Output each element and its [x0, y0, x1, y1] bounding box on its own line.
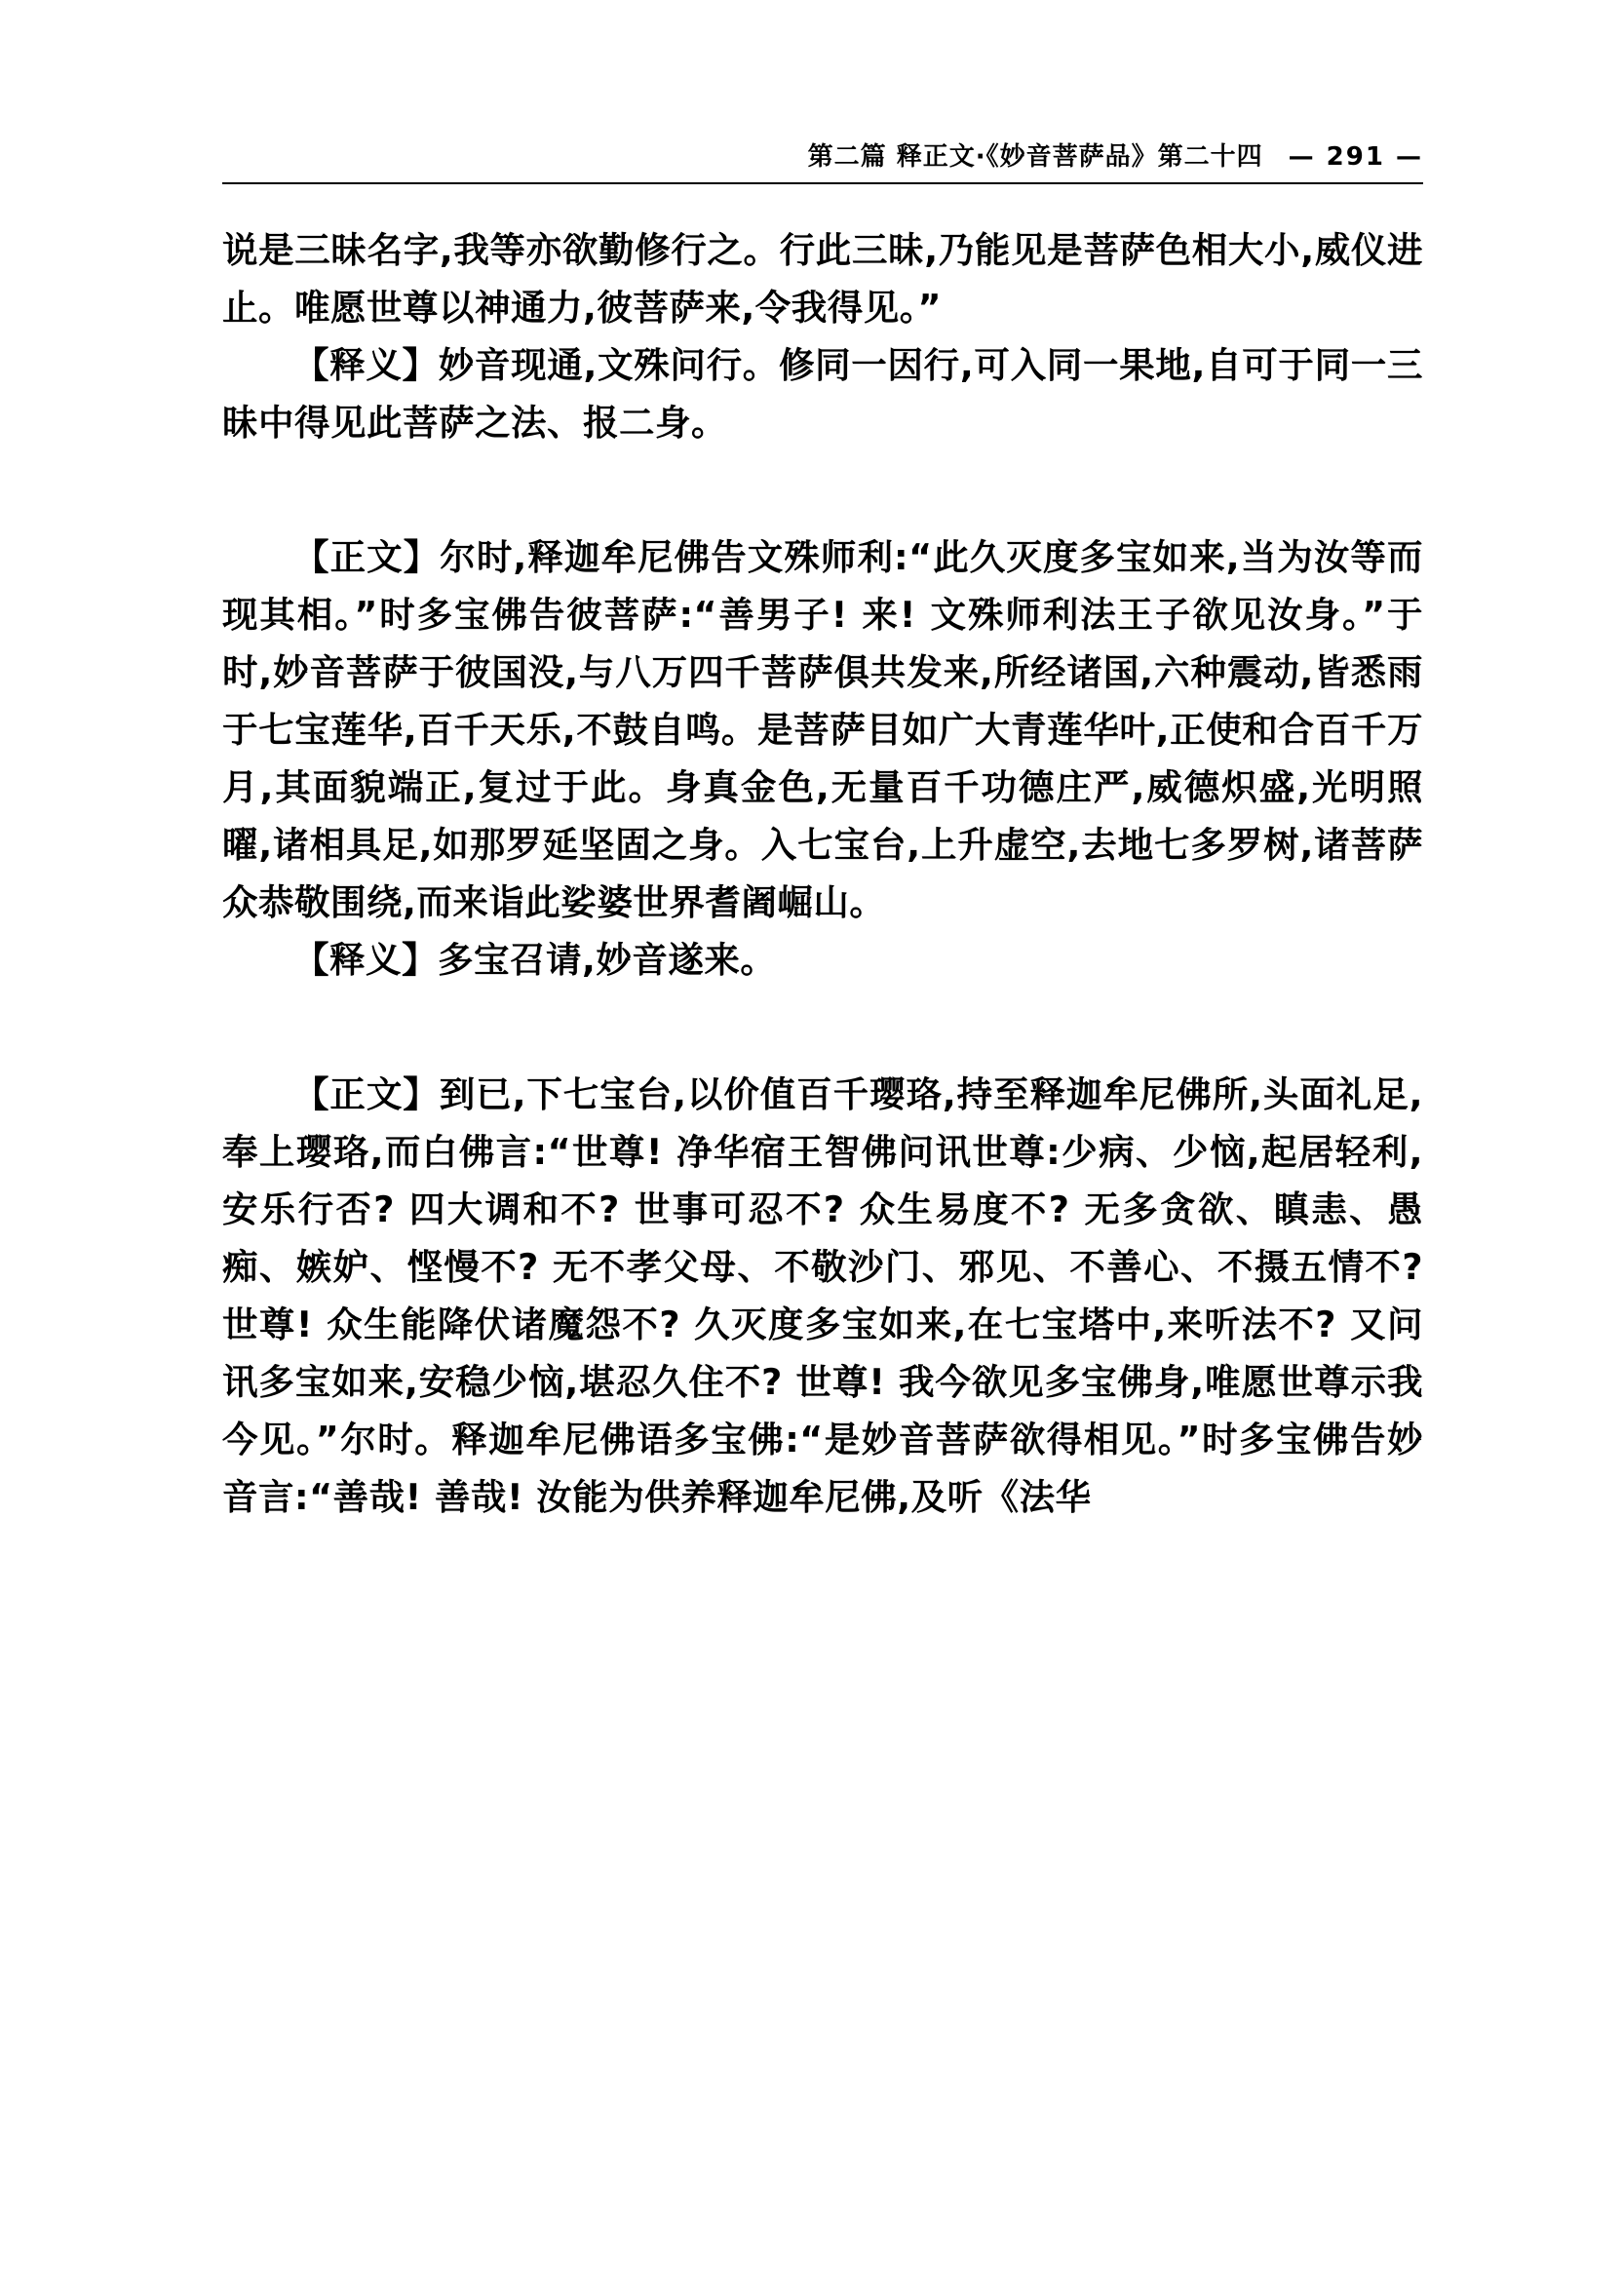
paragraph-spacer-1: [222, 452, 1423, 528]
paragraph-5-zhengwen: 【正文】到已,下七宝台,以价值百千璎珞,持至释迦牟尼佛所,头面礼足,奉上璎珞,而白佛言:“世尊! 净华宿王智佛问讯世尊:少病、少恼,起居轻利,安乐行否? 四大调和不? 世事可忍不? 众生易度不? 无多贪欲、瞋恚、愚痴、嫉妒、悭慢不? 无不孝父母、不敬沙门、邪见、不善心、不摄五情不? 世尊! 众生能降伏诸魔怨不? 久灭度多宝如来,在七宝塔中,来听法不? 又问讯多宝如来,安稳少恼,堪忍久住不? 世尊! 我今欲见多宝佛身,唯愿世尊示我今见。”尔时。释迦牟尼佛语多宝佛:“是妙音菩萨欲得相见。”时多宝佛告妙音言:“善哉! 善哉! 汝能为供养释迦牟尼佛,及听《法华: [222, 1072, 1423, 1519]
header-title: 第二篇 释正文·《妙音菩萨品》第二十四: [807, 142, 1263, 172]
paragraph-1: 说是三昧名字,我等亦欲勤修行之。行此三昧,乃能见是菩萨色相大小,威仪进止。唯愿世尊以神通力,彼菩萨来,令我得见。”: [222, 229, 1423, 330]
paragraph-4-shiyi: 【释义】多宝召请,妙音遂来。: [293, 939, 777, 982]
page-number: — 291 —: [1288, 142, 1423, 172]
paragraph-2-shiyi: 【释义】妙音现通,文殊问行。修同一因行,可入同一果地,自可于同一三昧中得见此菩萨之法、报二身。: [222, 344, 1423, 445]
paragraph-spacer-2: [222, 990, 1423, 1066]
page-header: [222, 136, 1423, 184]
page-body: [222, 221, 1423, 1527]
page-content: [222, 136, 1423, 1527]
paragraph-3-zhengwen: 【正文】尔时,释迦牟尼佛告文殊师利:“此久灭度多宝如来,当为汝等而现其相。”时多宝佛告彼菩萨:“善男子! 来! 文殊师利法王子欲见汝身。”于时,妙音菩萨于彼国没,与八万四千菩萨俱共发来,所经诸国,六种震动,皆悉雨于七宝莲华,百千天乐,不鼓自鸣。是菩萨目如广大青莲华叶,正使和合百千万月,其面貌端正,复过于此。身真金色,无量百千功德庄严,威德炽盛,光明照曜,诸相具足,如那罗延坚固之身。入七宝台,上升虚空,去地七多罗树,诸菩萨众恭敬围绕,而来诣此娑婆世界耆阇崛山。: [222, 535, 1424, 924]
